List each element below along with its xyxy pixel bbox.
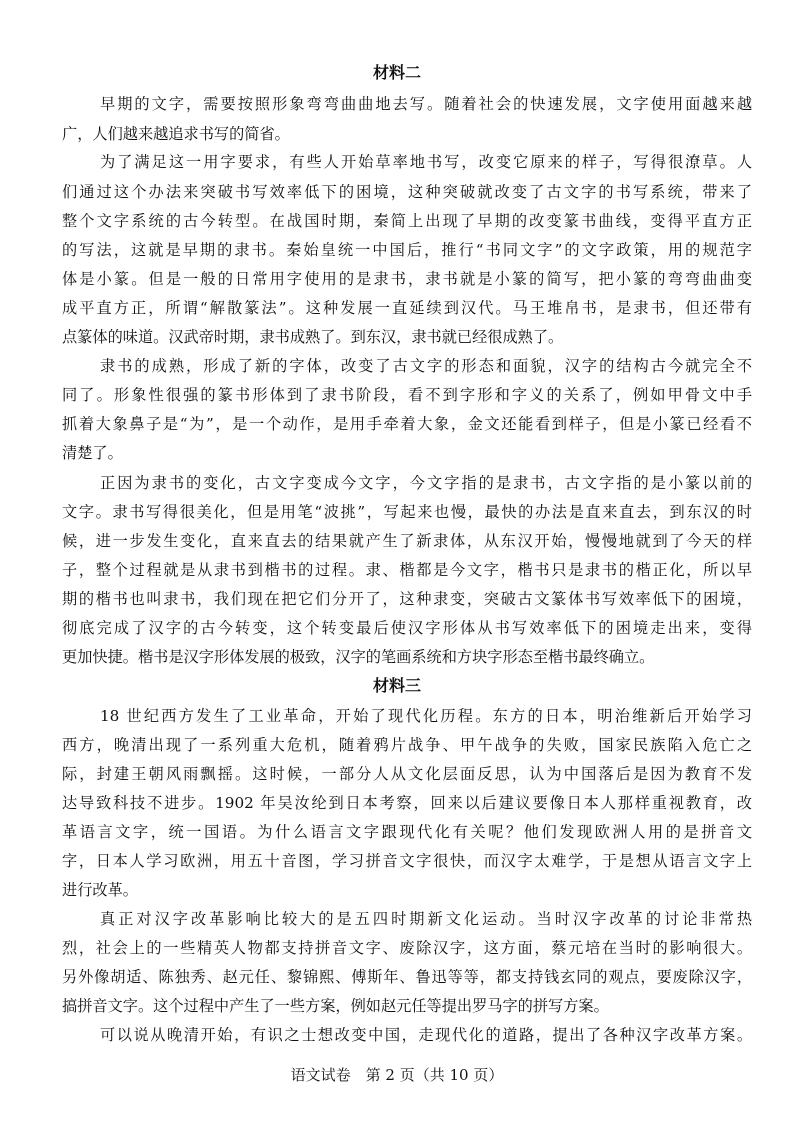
text-line: 点篆体的味道。汉武帝时期，隶书成熟了。到东汉，隶书就已经很成熟了。 [62, 328, 564, 346]
text-line: 际，封建王朝风雨飘摇。这时候，一部分人从文化层面反思，认为中国落后是因为教育不发 [62, 765, 752, 783]
text-line: 文字。隶书写得很美化，但是用笔“波挑”，写起来也慢，最快的办法是直来直去，到东汉的时 [62, 503, 752, 521]
text-line: 的写法，这就是早期的隶书。秦始皇统一中国后，推行“书同文字”的文字政策，用的规范字 [62, 241, 752, 259]
text-line: 为了满足这一用字要求，有些人开始草率地书写，改变它原来的样子，写得很潦草。人 [100, 153, 752, 171]
section-heading-2: 材料二 [372, 63, 421, 82]
text-line: 更加快捷。楷书是汉字形体发展的极致，汉字的笔画系统和方块字形态至楷书最终确立。 [62, 648, 655, 666]
text-line: 进行改革。 [62, 881, 138, 899]
text-line: 搞拼音文字。这个过程中产生了一些方案，例如赵元任等提出罗马字的拼写方案。 [62, 997, 609, 1015]
text-line: 们通过这个办法来突破书写效率低下的困境，这种突破就改变了古文字的书写系统，带来了 [62, 183, 752, 201]
text-line: 早期的文字，需要按照形象弯弯曲曲地去写。随着社会的快速发展，文字使用面越来越 [100, 95, 752, 113]
text-line: 整个文字系统的古今转型。在战国时期，秦简上出现了早期的改变篆书曲线，变得平直方正 [62, 212, 752, 230]
text-line: 彻底完成了汉字的古今转变，这个转变最后使汉字形体从书写效率低下的困境走出来，变得 [62, 619, 752, 637]
text-line: 真正对汉字改革影响比较大的是五四时期新文化运动。当时汉字改革的讨论非常热 [100, 910, 752, 928]
text-line: 另外像胡适、陈独秀、赵元任、黎锦熙、傅斯年、鲁迅等等，都支持钱玄同的观点，要废除汉字， [62, 968, 752, 986]
text-line: 成平直方正，所谓“解散篆法”。这种发展一直延续到汉代。马王堆帛书，是隶书，但还带有 [62, 299, 752, 317]
text-line: 期的楷书也叫隶书，我们现在把它们分开了，这种隶变，突破古文篆体书写效率低下的困境， [62, 590, 752, 608]
text-line: 正因为隶书的变化，古文字变成今文字，今文字指的是隶书，古文字指的是小篆以前的 [100, 474, 752, 492]
text-line: 18 世纪西方发生了工业革命，开始了现代化历程。东方的日本，明治维新后开始学习 [100, 707, 752, 725]
section-heading-3: 材料三 [372, 676, 421, 695]
text-line: 革语言文字，统一国语。为什么语言文字跟现代化有关呢？他们发现欧洲人用的是拼音文 [62, 823, 752, 841]
text-line: 体是小篆。但是一般的日常用字使用的是隶书，隶书就是小篆的简写，把小篆的弯弯曲曲变 [62, 270, 752, 288]
text-line: 候，进一步发生变化，直来直去的结果就产生了新隶体，从东汉开始，慢慢地就到了今天的样 [62, 532, 752, 550]
text-line: 隶书的成熟，形成了新的字体，改变了古文字的形态和面貌，汉字的结构古今就完全不 [100, 357, 752, 375]
text-line: 子，整个过程就是从隶书到楷书的过程。隶、楷都是今文字，楷书只是隶书的楷正化，所以早 [62, 561, 752, 579]
text-line: 字，日本人学习欧洲，用五十音图，学习拼音文字很快，而汉字太难学，于是想从语言文字上 [62, 852, 752, 870]
text-line: 可以说从晚清开始，有识之士想改变中国，走现代化的道路，提出了各种汉字改革方案。 [100, 1026, 752, 1044]
text-line: 清楚了。 [62, 444, 123, 462]
text-line: 烈，社会上的一些精英人物都支持拼音文字、废除汉字，这方面，蔡元培在当时的影响很大。 [62, 939, 752, 957]
text-line: 同了。形象性很强的篆书形体到了隶书阶段，看不到字形和字义的关系了，例如甲骨文中手 [62, 386, 752, 404]
text-line: 广，人们越来越追求书写的简省。 [62, 125, 290, 143]
text-line: 抓着大象鼻子是“为”，是一个动作，是用手牵着大象，金文还能看到样子，但是小篆已经看不 [62, 415, 752, 433]
text-line: 西方，晚清出现了一系列重大危机，随着鸦片战争、甲午战争的失败，国家民族陷入危亡之 [62, 736, 752, 754]
page-footer: 语文试卷 第 2 页（共 10 页） [290, 1066, 504, 1084]
text-line: 达导致科技不进步。1902 年吴汝纶到日本考察，回来以后建议要像日本人那样重视教育，改 [62, 794, 752, 812]
